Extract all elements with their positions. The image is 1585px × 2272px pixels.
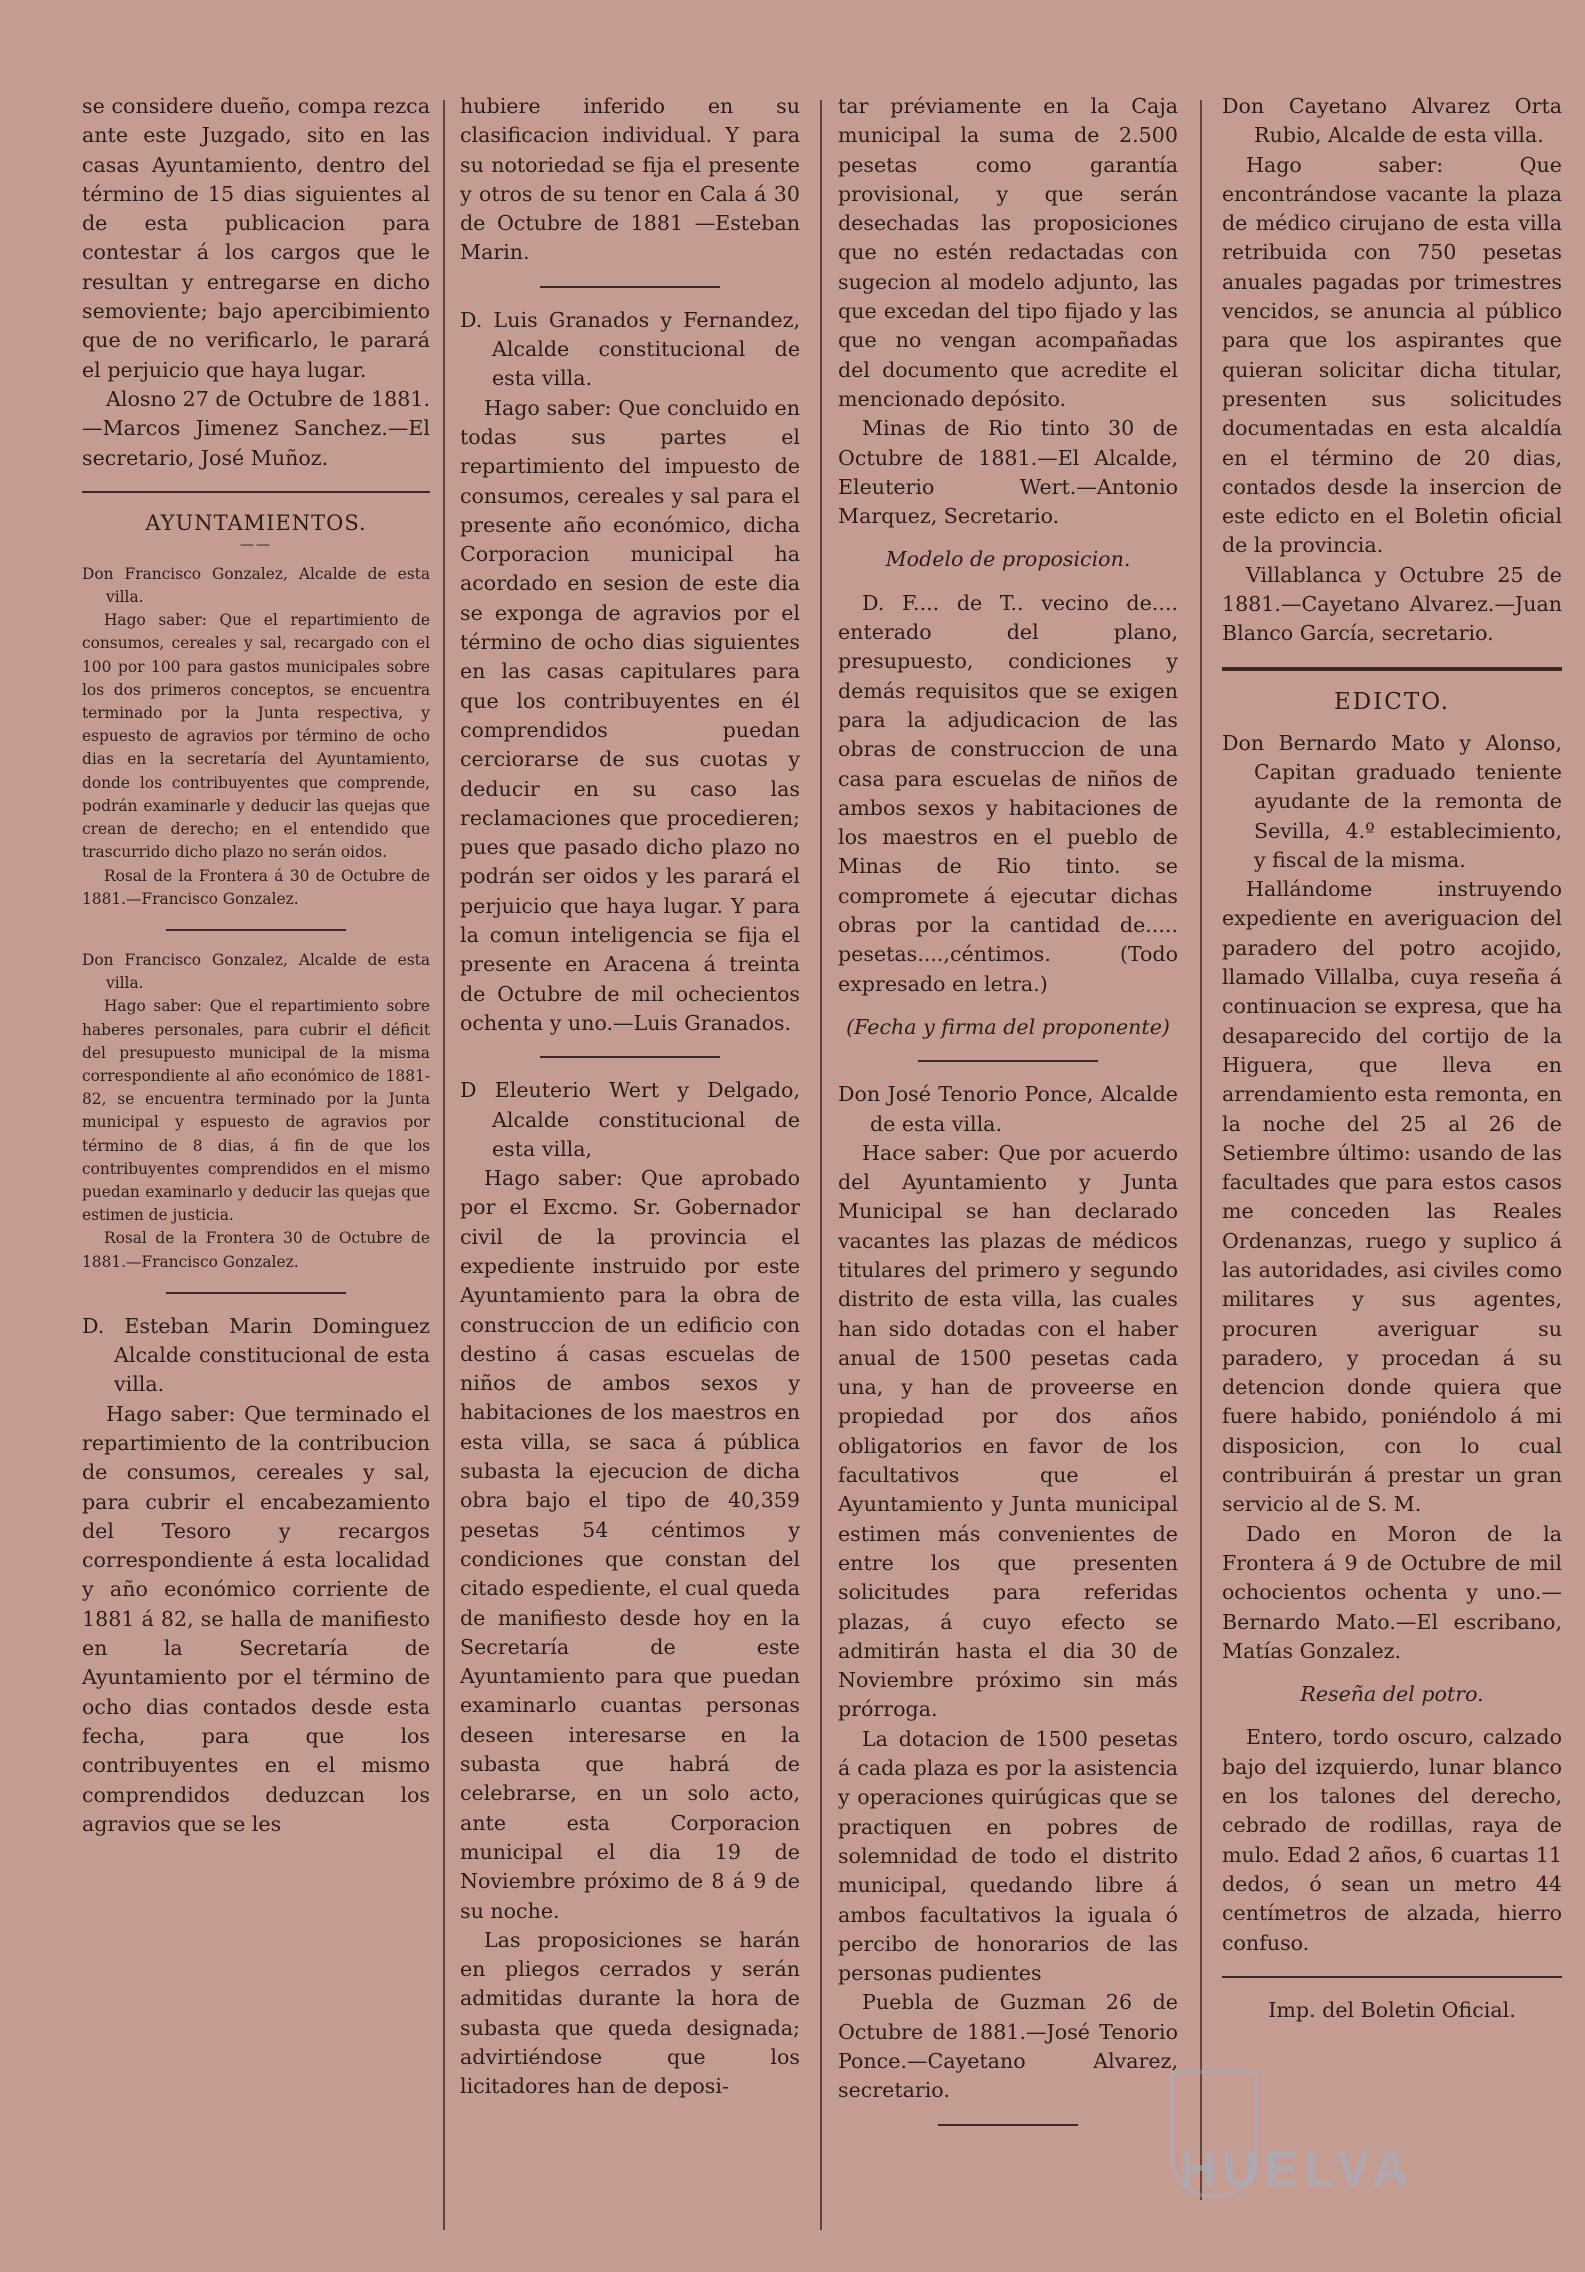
notice-heading: D. Esteban Marin Dominguez Alcalde constitucional de esta villa. (82, 1313, 430, 1397)
model-body: D. F.... de T.. vecino de.... enterado del plano, presupuesto, condiciones y demás requisitos que se exigen para la adjudicacion de las obras de construccion de una casa para escuelas de niños de ambos sexos y habitaciones de los maestros en el pueblo de Minas de Rio tinto. se compromete á ejecutar dichas obras por la cantidad de..... pesetas....,céntimos. (Todo expresado en letra.) (838, 590, 1178, 996)
notice-signature: Rosal de la Frontera á 30 de Octubre de 1881.—Francisco Gonzalez. (82, 866, 430, 908)
column-divider (1200, 100, 1202, 2200)
continued-text: tar préviamente en la Caja municipal la suma de 2.500 pesetas como garantía provisional, y que serán desechadas las proposiciones que no estén redactadas con sugecion al modelo adjunto, las que excedan del tipo fijado y las que no vengan acompañadas del documento que acredite el mencionado depósito. (838, 94, 1178, 411)
notice-heading: Don Bernardo Mato y Alonso, Capitan graduado teniente ayudante de la remonta de Sevilla, 4.º establecimiento, y fiscal de la misma. (1222, 730, 1562, 872)
notice-body: Hago saber: Que encontrándose vacante la plaza de médico cirujano de esta villa retribuida con 750 pesetas anuales pagadas por trimestres vencidos, se anuncia al público para que los aspirantes que quieran solicitar dicha titular, presenten sus solicitudes documentadas en esta alcaldía en el término de 20 dias, contados desde la insercion de este edicto en el Boletin oficial de la provincia. (1222, 152, 1562, 558)
notice-body: Hallándome instruyendo expediente en averiguacion del paradero del potro acojido, llamado Villalba, cuya reseña á continuacion se expresa, que ha desaparecido del cortijo de la Higuera, que lleva en arrendamiento esta remonta, en la noche del 25 al 26 de Setiembre último: usando de las facultades que para estos casos me conceden las Reales Ordenanzas, ruego y suplico á las autoridades, asi civiles como militares y sus agentes, procuren averiguar su paradero, y procedan á su detencion donde quiera que fuere habido, poniéndolo á mi disposicion, con lo cual contribuirán á prestar un gran servicio al de S. M. (1222, 877, 1562, 1517)
column-divider (820, 100, 822, 2230)
notice-heading: Don Francisco Gonzalez, Alcalde de esta villa. (82, 950, 430, 993)
column-3 (838, 92, 1178, 2242)
notice-signature: Puebla de Guzman 26 de Octubre de 1881.—José Tenorio Ponce.—Cayetano Alvarez, secretario. (838, 1990, 1178, 2103)
section-dash: —— (240, 536, 272, 553)
notice-body: Las proposiciones se harán en pliegos cerrados y serán admitidas durante la hora de subasta que queda designada; advirtiéndose que los licitadores han de deposi- (460, 1927, 800, 2099)
model-signature: (Fecha y firma del proponente) (846, 1014, 1170, 1039)
notice-signature: Villablanca y Octubre 25 de 1881.—Cayetano Alvarez.—Juan Blanco García, secretario. (1222, 562, 1562, 646)
resena-title: Reseña del potro. (1300, 1682, 1484, 1707)
notice-heading: Don Cayetano Alvarez Orta Rubio, Alcalde de esta villa. (1222, 94, 1562, 148)
continued-text: se considere dueño, compa rezca ante este Juzgado, sito en las casas Ayuntamiento, dentro del término de 15 dias siguientes al de esta publicacion para contestar á los cargos que le resultan y entregarse en dicho semoviente; bajo apercibimiento que de no verificarlo, le parará el perjuicio que haya lugar. (82, 94, 430, 382)
continued-text: hubiere inferido en su clasificacion individual. Y para su notoriedad se fija el presente y otros de su tenor en Cala á 30 de Octubre de 1881 —Esteban Marin. (460, 94, 800, 265)
separator (166, 1292, 346, 1294)
resena-body: Entero, tordo oscuro, calzado bajo del izquierdo, lunar blanco en los talones del derecho, cebrado de rodillas, raya de mulo. Edad 2 años, 6 cuartas 11 dedos, ó sean un metro 44 centímetros de alzada, hierro confuso. (1222, 1725, 1562, 1955)
notice-heading: D. Luis Granados y Fernandez, Alcalde constitucional de esta villa. (460, 307, 800, 391)
column-4 (1222, 92, 1562, 2242)
separator (918, 1060, 1098, 1062)
separator (540, 286, 720, 288)
separator (1222, 1976, 1562, 1978)
notice-signature: Rosal de la Frontera 30 de Octubre de 1881.—Francisco Gonzalez. (82, 1229, 430, 1271)
notice-signature: Dado en Moron de la Frontera á 9 de Octubre de mil ochocientos ochenta y uno.—Bernardo Mato.—El escribano, Matías Gonzalez. (1222, 1521, 1562, 1663)
notice-body: Hago saber: Que el repartimiento de consumos, cereales y sal, recargado con el 100 por 100 para gastos municipales sobre los dos primeros conceptos, se encuentra terminado por la Junta respectiva, y espuesto de agravios por término de ocho dias en la secretaría del Ayuntamiento, donde los contribuyentes que comprende, podrán examinarle y deducir las quejas que crean de derecho; en el entendido que trascurrido dicho plazo no serán oidos. (82, 611, 430, 862)
column-1 (82, 92, 430, 2242)
section-title: AYUNTAMIENTOS. (145, 510, 367, 535)
column-2 (460, 92, 800, 2242)
notice-body: Hago saber: Que terminado el repartimiento de la contribucion de consumos, cereales y sal, para cubrir el encabezamiento del Tesoro y recargos correspondiente á esta localidad y año económico corriente de 1881 á 82, se halla de manifiesto en la Secretaría de Ayuntamiento por el término de ocho dias contados desde esta fecha, para que los contribuyentes en el mismo comprendidos deduzcan los agravios que se les (82, 1401, 430, 1836)
model-title: Modelo de proposicion. (885, 547, 1131, 572)
separator (1222, 667, 1562, 671)
column-divider (443, 100, 445, 2230)
separator (82, 491, 430, 493)
watermark: HUELVA (1180, 2141, 1415, 2197)
separator (166, 929, 346, 931)
notice-heading: Don Francisco Gonzalez, Alcalde de esta villa. (82, 564, 430, 607)
notice-body: Hago saber: Que aprobado por el Excmo. Sr. Gobernador civil de la provincia el expediente instruido por este Ayuntamiento para la obra de construccion de un edificio con destino á casas escuelas de niños de ambos sexos y habitaciones de los maestros en esta villa, se saca á pública subasta la ejecucion de dicha obra bajo el tipo de 40,359 pesetas 54 céntimos y condiciones que constan del citado espediente, el cual queda de manifiesto desde hoy en la Secretaría de este Ayuntamiento para que puedan examinarlo cuantas personas deseen interesarse en la subasta que habrá de celebrarse, en un solo acto, ante esta Corporacion municipal el dia 19 de Noviembre próximo de 8 á 9 de su noche. (460, 1166, 800, 1923)
notice-heading: D Eleuterio Wert y Delgado, Alcalde constitucional de esta villa, (460, 1078, 800, 1161)
notice-body: Hago saber: Que concluido en todas sus partes el repartimiento del impuesto de consumos, cereales y sal para el presente año económico, dicha Corporacion municipal ha acordado en sesion de este dia se exponga de agravios por el término de ocho dias siguientes en las casas capitulares para que los contribuyentes en él comprendidos puedan cerciorarse de sus cuotas y deducir en su caso las reclamaciones que procedieren; pues que pasado dicho plazo no podrán ser oidos y les parará el perjuicio que haya lugar. Y para la comun inteligencia se fija el presente en Aracena á treinta de Octubre de mil ochecientos ochenta y uno.—Luis Granados. (460, 395, 800, 1035)
notice-body: Hago saber: Que el repartimiento sobre haberes personales, para cubrir el déficit del presupuesto municipal de la misma correspondiente al año económico de 1881-82, se encuentra terminado por la Junta municipal y espuesto de agravios por término de 8 dias, á fin de que los contribuyentes comprendidos en el mismo puedan examinarlo y deducir las quejas que estimen de justicia. (82, 997, 430, 1225)
separator (938, 2124, 1078, 2126)
notice-body: La dotacion de 1500 pesetas á cada plaza es por la asistencia y operaciones quirúgicas que se practiquen en pobres de solemnidad de todo el distrito municipal, quedando libre á ambos facultativos la iguala ó percibo de honorarios de las personas pudientes (838, 1726, 1178, 1986)
imprint: Imp. del Boletin Oficial. (1268, 1997, 1516, 2022)
signature: Minas de Rio tinto 30 de Octubre de 1881.—El Alcalde, Eleuterio Wert.—Antonio Marquez, Secretario. (838, 416, 1178, 529)
notice-body: Hace saber: Que por acuerdo del Ayuntamiento y Junta Municipal se han declarado vacantes las plazas de médicos titulares del primero y segundo distrito de esta villa, las cuales han sido dotadas con el haber anual de 1500 pesetas cada una, y han de proveerse en propiedad por dos años obligatorios en favor de los facultativos que el Ayuntamiento y Junta municipal estimen más convenientes de entre los que presenten solicitudes para referidas plazas, á cuyo efecto se admitirán hasta el dia 30 de Noviembre próximo sin más prórroga. (838, 1140, 1178, 1722)
signature: Alosno 27 de Octubre de 1881.—Marcos Jimenez Sanchez.—El secretario, José Muñoz. (82, 386, 430, 470)
edict-title: EDICTO. (1333, 688, 1451, 715)
separator (540, 1056, 720, 1058)
notice-heading: Don José Tenorio Ponce, Alcalde de esta villa. (838, 1082, 1178, 1136)
